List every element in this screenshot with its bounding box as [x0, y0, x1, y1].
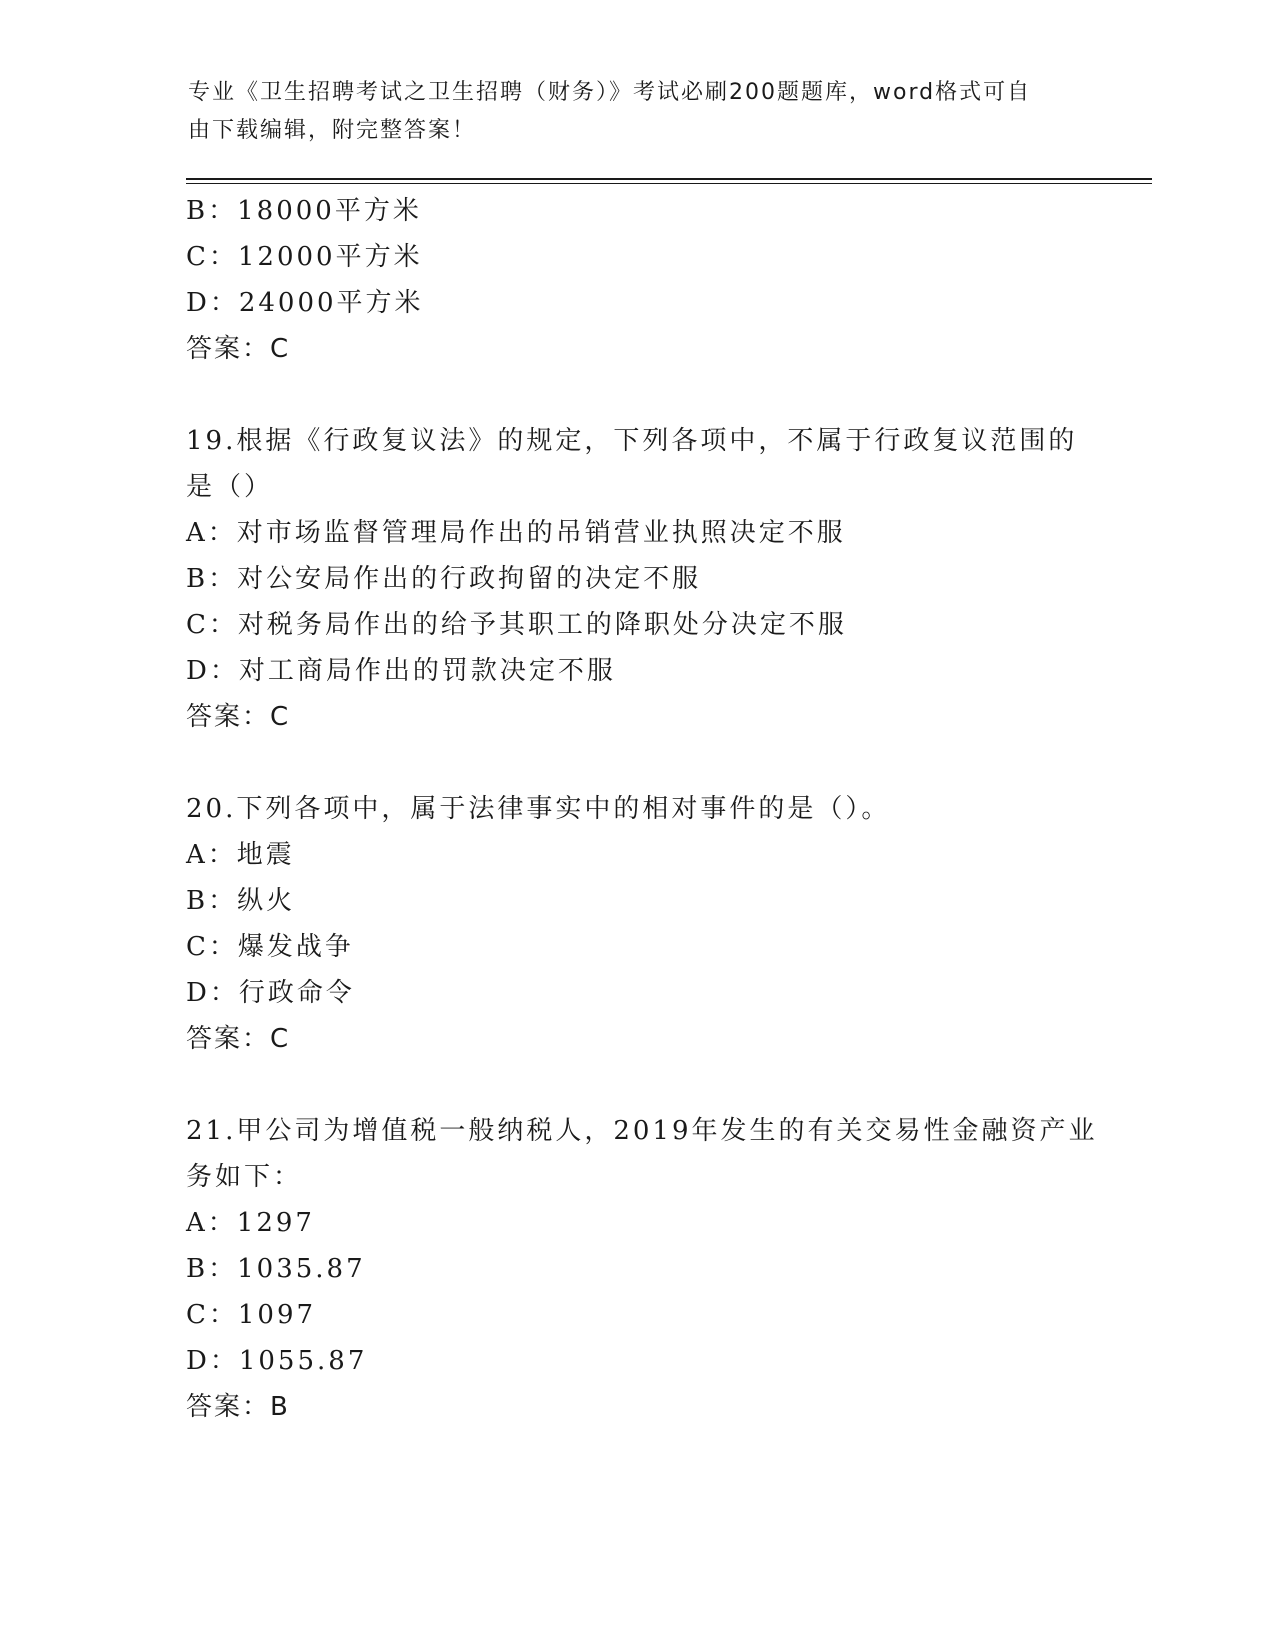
option-b: B：纵火: [186, 886, 296, 916]
option-b: B：对公安局作出的行政拘留的决定不服: [186, 564, 702, 594]
header-divider: [186, 178, 1152, 180]
question-20: [186, 786, 1086, 1062]
question-list: [186, 188, 1098, 1430]
answer-line: 答案：C: [186, 702, 291, 732]
spacer: [186, 1062, 1086, 1108]
question-stem: 21.甲公司为增值税一般纳税人，2019年发生的有关交易性金融资产业: [186, 1116, 1098, 1146]
option-c: C：1097: [186, 1300, 317, 1330]
option-c: C：对税务局作出的给予其职工的降职处分决定不服: [186, 610, 847, 640]
option-b: B：1035.87: [186, 1254, 366, 1284]
option-d: D：1055.87: [186, 1346, 368, 1376]
spacer: [186, 740, 1086, 786]
option-b: B：18000平方米: [186, 196, 422, 226]
question-19: [186, 418, 1086, 740]
option-d: D：对工商局作出的罚款决定不服: [186, 656, 616, 686]
question-stem-continued: 是（）: [186, 472, 274, 502]
option-a: A：对市场监督管理局作出的吊销营业执照决定不服: [186, 518, 846, 548]
question-stem-continued: 务如下：: [186, 1162, 303, 1192]
option-d: D：行政命令: [186, 978, 355, 1008]
header-line-1: 专业《卫生招聘考试之卫生招聘（财务）》考试必刷200题题库，word格式可自: [188, 80, 1032, 105]
question-stem: 19.根据《行政复议法》的规定，下列各项中，不属于行政复议范围的: [186, 426, 1078, 456]
question-21: [186, 1108, 1098, 1430]
option-c: C：爆发战争: [186, 932, 354, 962]
spacer: [186, 372, 1086, 418]
option-d: D：24000平方米: [186, 288, 424, 318]
option-a: A：地震: [186, 840, 295, 870]
option-c: C：12000平方米: [186, 242, 423, 272]
header-divider-thin: [186, 183, 1152, 184]
header-line-2: 由下载编辑，附完整答案！: [188, 118, 477, 143]
answer-line: 答案：C: [186, 334, 291, 364]
answer-line: 答案：C: [186, 1024, 291, 1054]
document-header: [188, 74, 1068, 150]
option-a: A：1297: [186, 1208, 315, 1238]
question-18-continued: [186, 188, 1086, 372]
answer-line: 答案：B: [186, 1392, 290, 1422]
question-stem: 20.下列各项中，属于法律事实中的相对事件的是（）。: [186, 794, 891, 824]
